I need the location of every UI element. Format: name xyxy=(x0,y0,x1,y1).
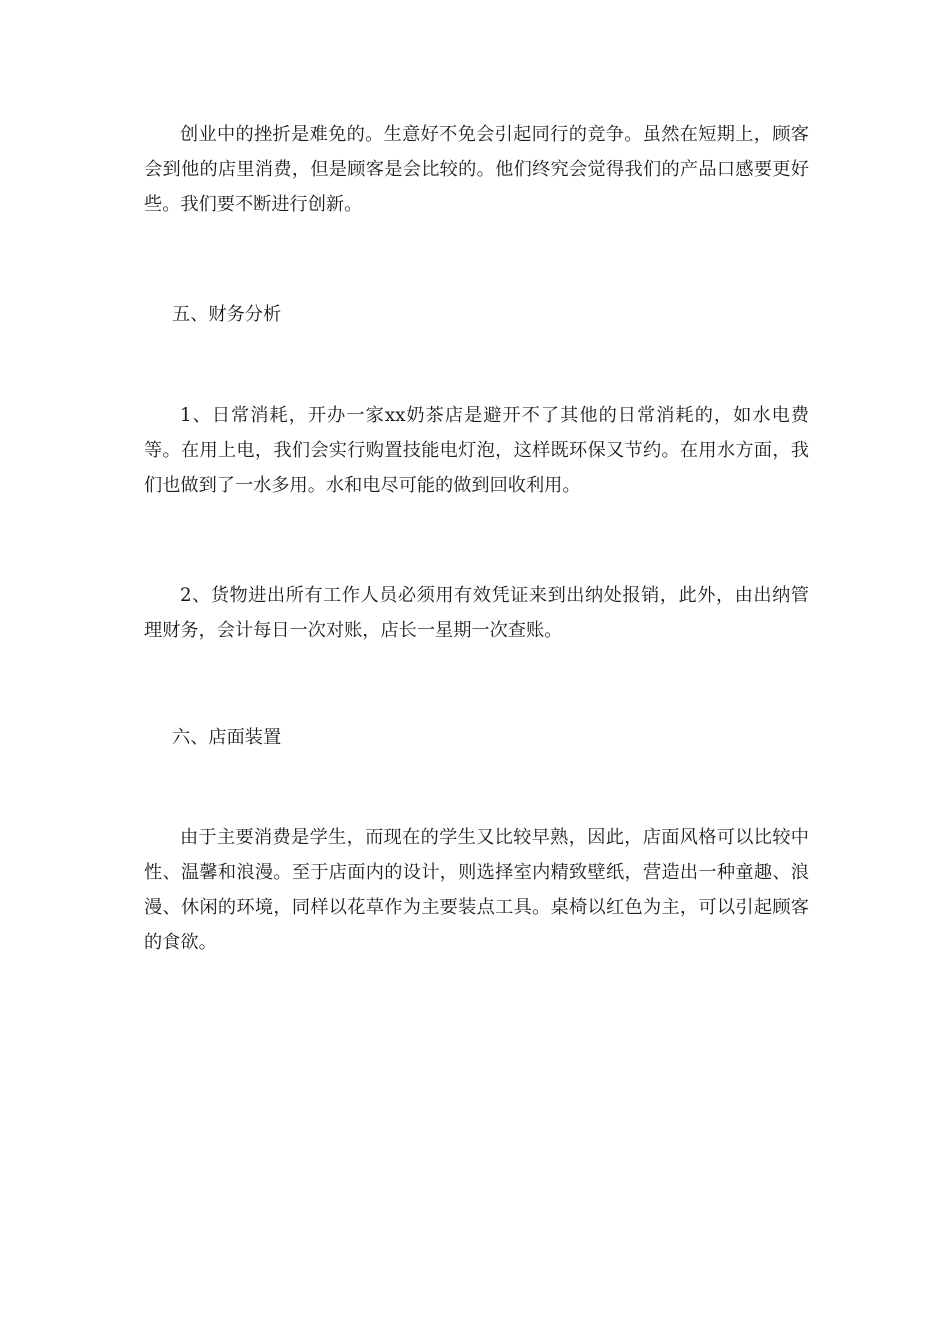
heading-financial-analysis: 五、财务分析 xyxy=(172,304,282,325)
paragraph-finance-daily-consumption: 1、日常消耗，开办一家xx奶茶店是避开不了其他的日常消耗的，如水电费等。在用上电，我们会实行购置技能电灯泡，这样既环保又节约。在用水方面，我们也做到了一水多用。水和电尽可能的做到回收利用。 xyxy=(144,405,809,496)
paragraph-finance-reimbursement: 2、货物进出所有工作人员必须用有效凭证来到出纳处报销，此外，由出纳管理财务，会计每日一次对账，店长一星期一次查账。 xyxy=(144,585,809,641)
heading-store-decoration: 六、店面装置 xyxy=(172,727,282,748)
paragraph-intro: 创业中的挫折是难免的。生意好不免会引起同行的竞争。虽然在短期上，顾客会到他的店里消费，但是顾客是会比较的。他们终究会觉得我们的产品口感要更好些。我们要不断进行创新。 xyxy=(144,124,809,215)
paragraph-store-decoration: 由于主要消费是学生，而现在的学生又比较早熟，因此，店面风格可以比较中性、温馨和浪漫。至于店面内的设计，则选择室内精致壁纸，营造出一种童趣、浪漫、休闲的环境，同样以花草作为主要装点工具。桌椅以红色为主，可以引起顾客的食欲。 xyxy=(144,827,809,953)
